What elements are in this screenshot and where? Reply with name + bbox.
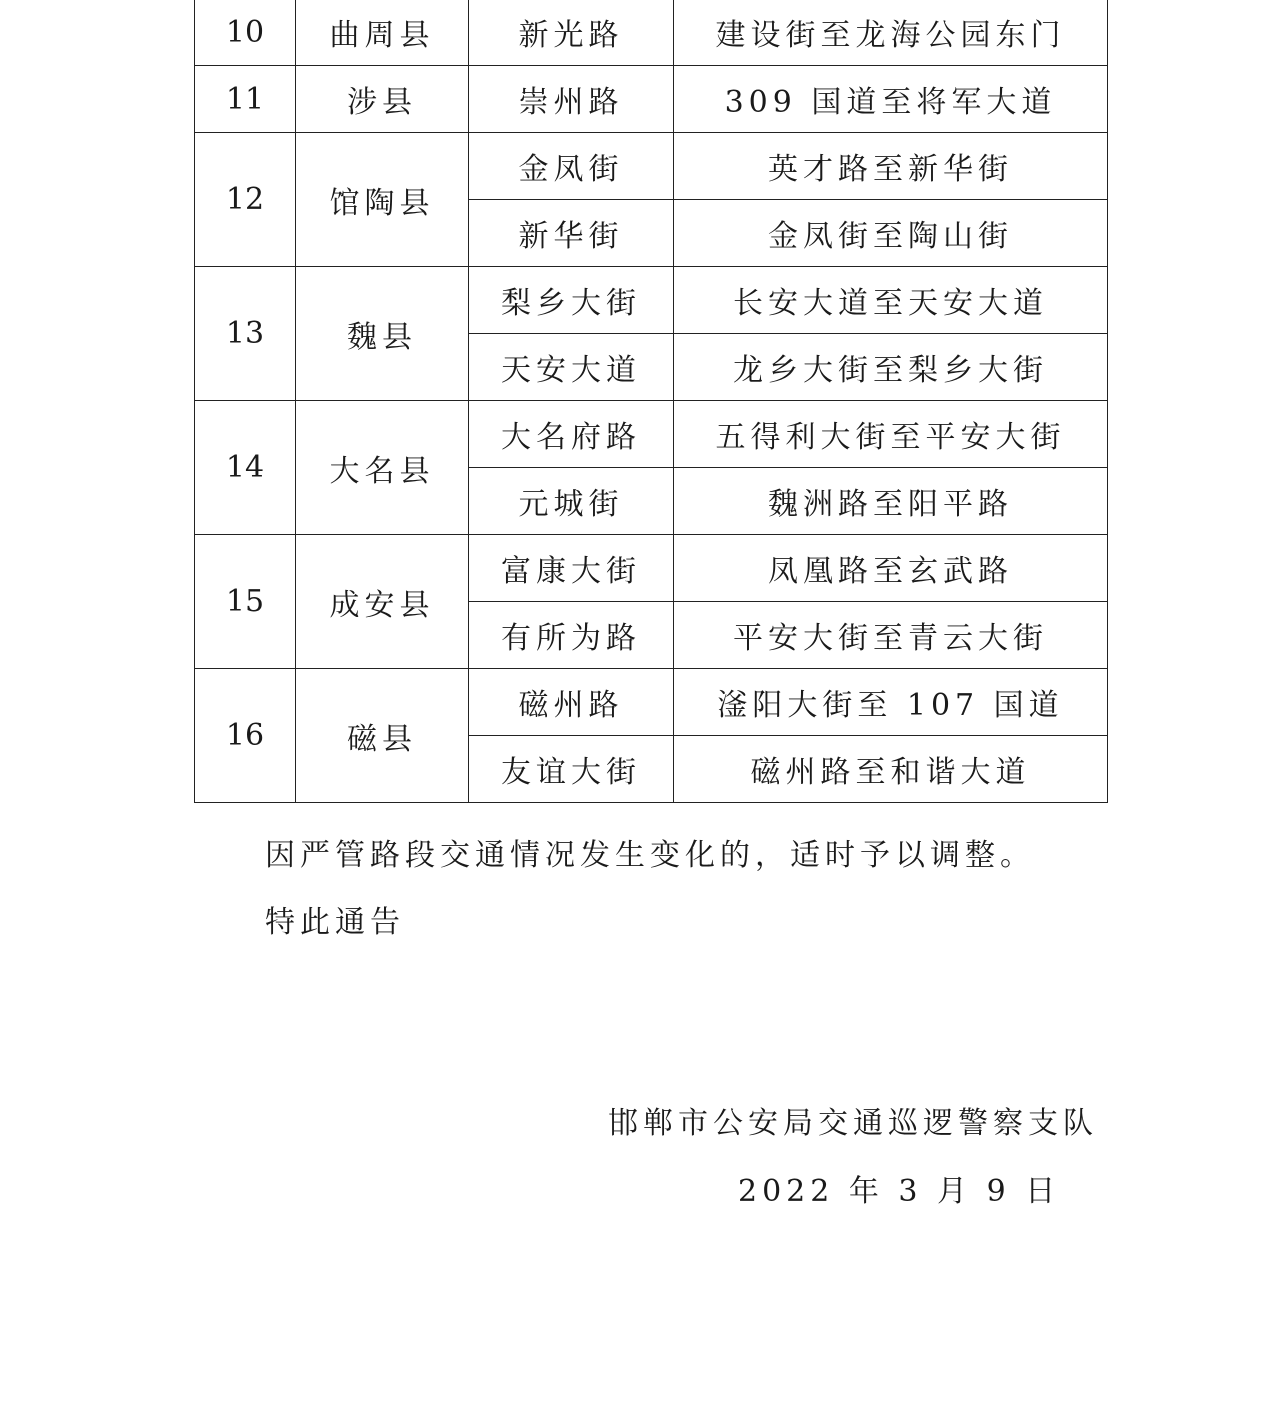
road-name-cell: 新光路: [469, 0, 674, 66]
road-section-cell: 309 国道至将军大道: [674, 66, 1108, 133]
road-name-cell: 天安大道: [469, 334, 674, 401]
row-number: 11: [195, 66, 296, 133]
table-row: [195, 669, 1108, 736]
table-row: [195, 66, 1108, 133]
county-cell: 成安县: [296, 535, 469, 669]
road-section-cell: 平安大街至青云大街: [674, 602, 1108, 669]
road-name-cell: 梨乡大街: [469, 267, 674, 334]
road-section-cell: 金凤街至陶山街: [674, 200, 1108, 267]
row-number: 13: [195, 267, 296, 401]
county-cell: 曲周县: [296, 0, 469, 66]
table-row: [195, 0, 1108, 66]
road-section-cell: 英才路至新华街: [674, 133, 1108, 200]
road-name-cell: 有所为路: [469, 602, 674, 669]
road-section-cell: 龙乡大街至梨乡大街: [674, 334, 1108, 401]
row-number: 12: [195, 133, 296, 267]
road-section-cell: 魏洲路至阳平路: [674, 468, 1108, 535]
county-cell: 馆陶县: [296, 133, 469, 267]
road-name-cell: 富康大街: [469, 535, 674, 602]
county-cell: 魏县: [296, 267, 469, 401]
issue-date: 2022 年 3 月 9 日: [738, 1174, 1061, 1209]
road-name-cell: 友谊大街: [469, 736, 674, 803]
road-name-cell: 大名府路: [469, 401, 674, 468]
road-name-cell: 崇州路: [469, 66, 674, 133]
road-section-cell: 凤凰路至玄武路: [674, 535, 1108, 602]
road-name-cell: 元城街: [469, 468, 674, 535]
row-number: 14: [195, 401, 296, 535]
issuer-signature: 邯郸市公安局交通巡逻警察支队: [608, 1106, 1098, 1141]
road-section-table: [194, 0, 1108, 803]
table-row: [195, 535, 1108, 602]
road-name-cell: 新华街: [469, 200, 674, 267]
road-section-cell: 滏阳大街至 107 国道: [674, 669, 1108, 736]
row-number: 15: [195, 535, 296, 669]
county-cell: 磁县: [296, 669, 469, 803]
row-number: 16: [195, 669, 296, 803]
county-cell: 大名县: [296, 401, 469, 535]
adjustment-note: 因严管路段交通情况发生变化的，适时予以调整。: [265, 838, 1035, 873]
road-section-cell: 五得利大街至平安大街: [674, 401, 1108, 468]
row-number: 10: [195, 0, 296, 66]
table-row: [195, 133, 1108, 200]
road-section-cell: 建设街至龙海公园东门: [674, 0, 1108, 66]
road-name-cell: 金凤街: [469, 133, 674, 200]
road-name-cell: 磁州路: [469, 669, 674, 736]
closing-statement: 特此通告: [265, 905, 405, 940]
road-section-cell: 磁州路至和谐大道: [674, 736, 1108, 803]
road-section-cell: 长安大道至天安大道: [674, 267, 1108, 334]
table-row: [195, 401, 1108, 468]
county-cell: 涉县: [296, 66, 469, 133]
table-row: [195, 267, 1108, 334]
